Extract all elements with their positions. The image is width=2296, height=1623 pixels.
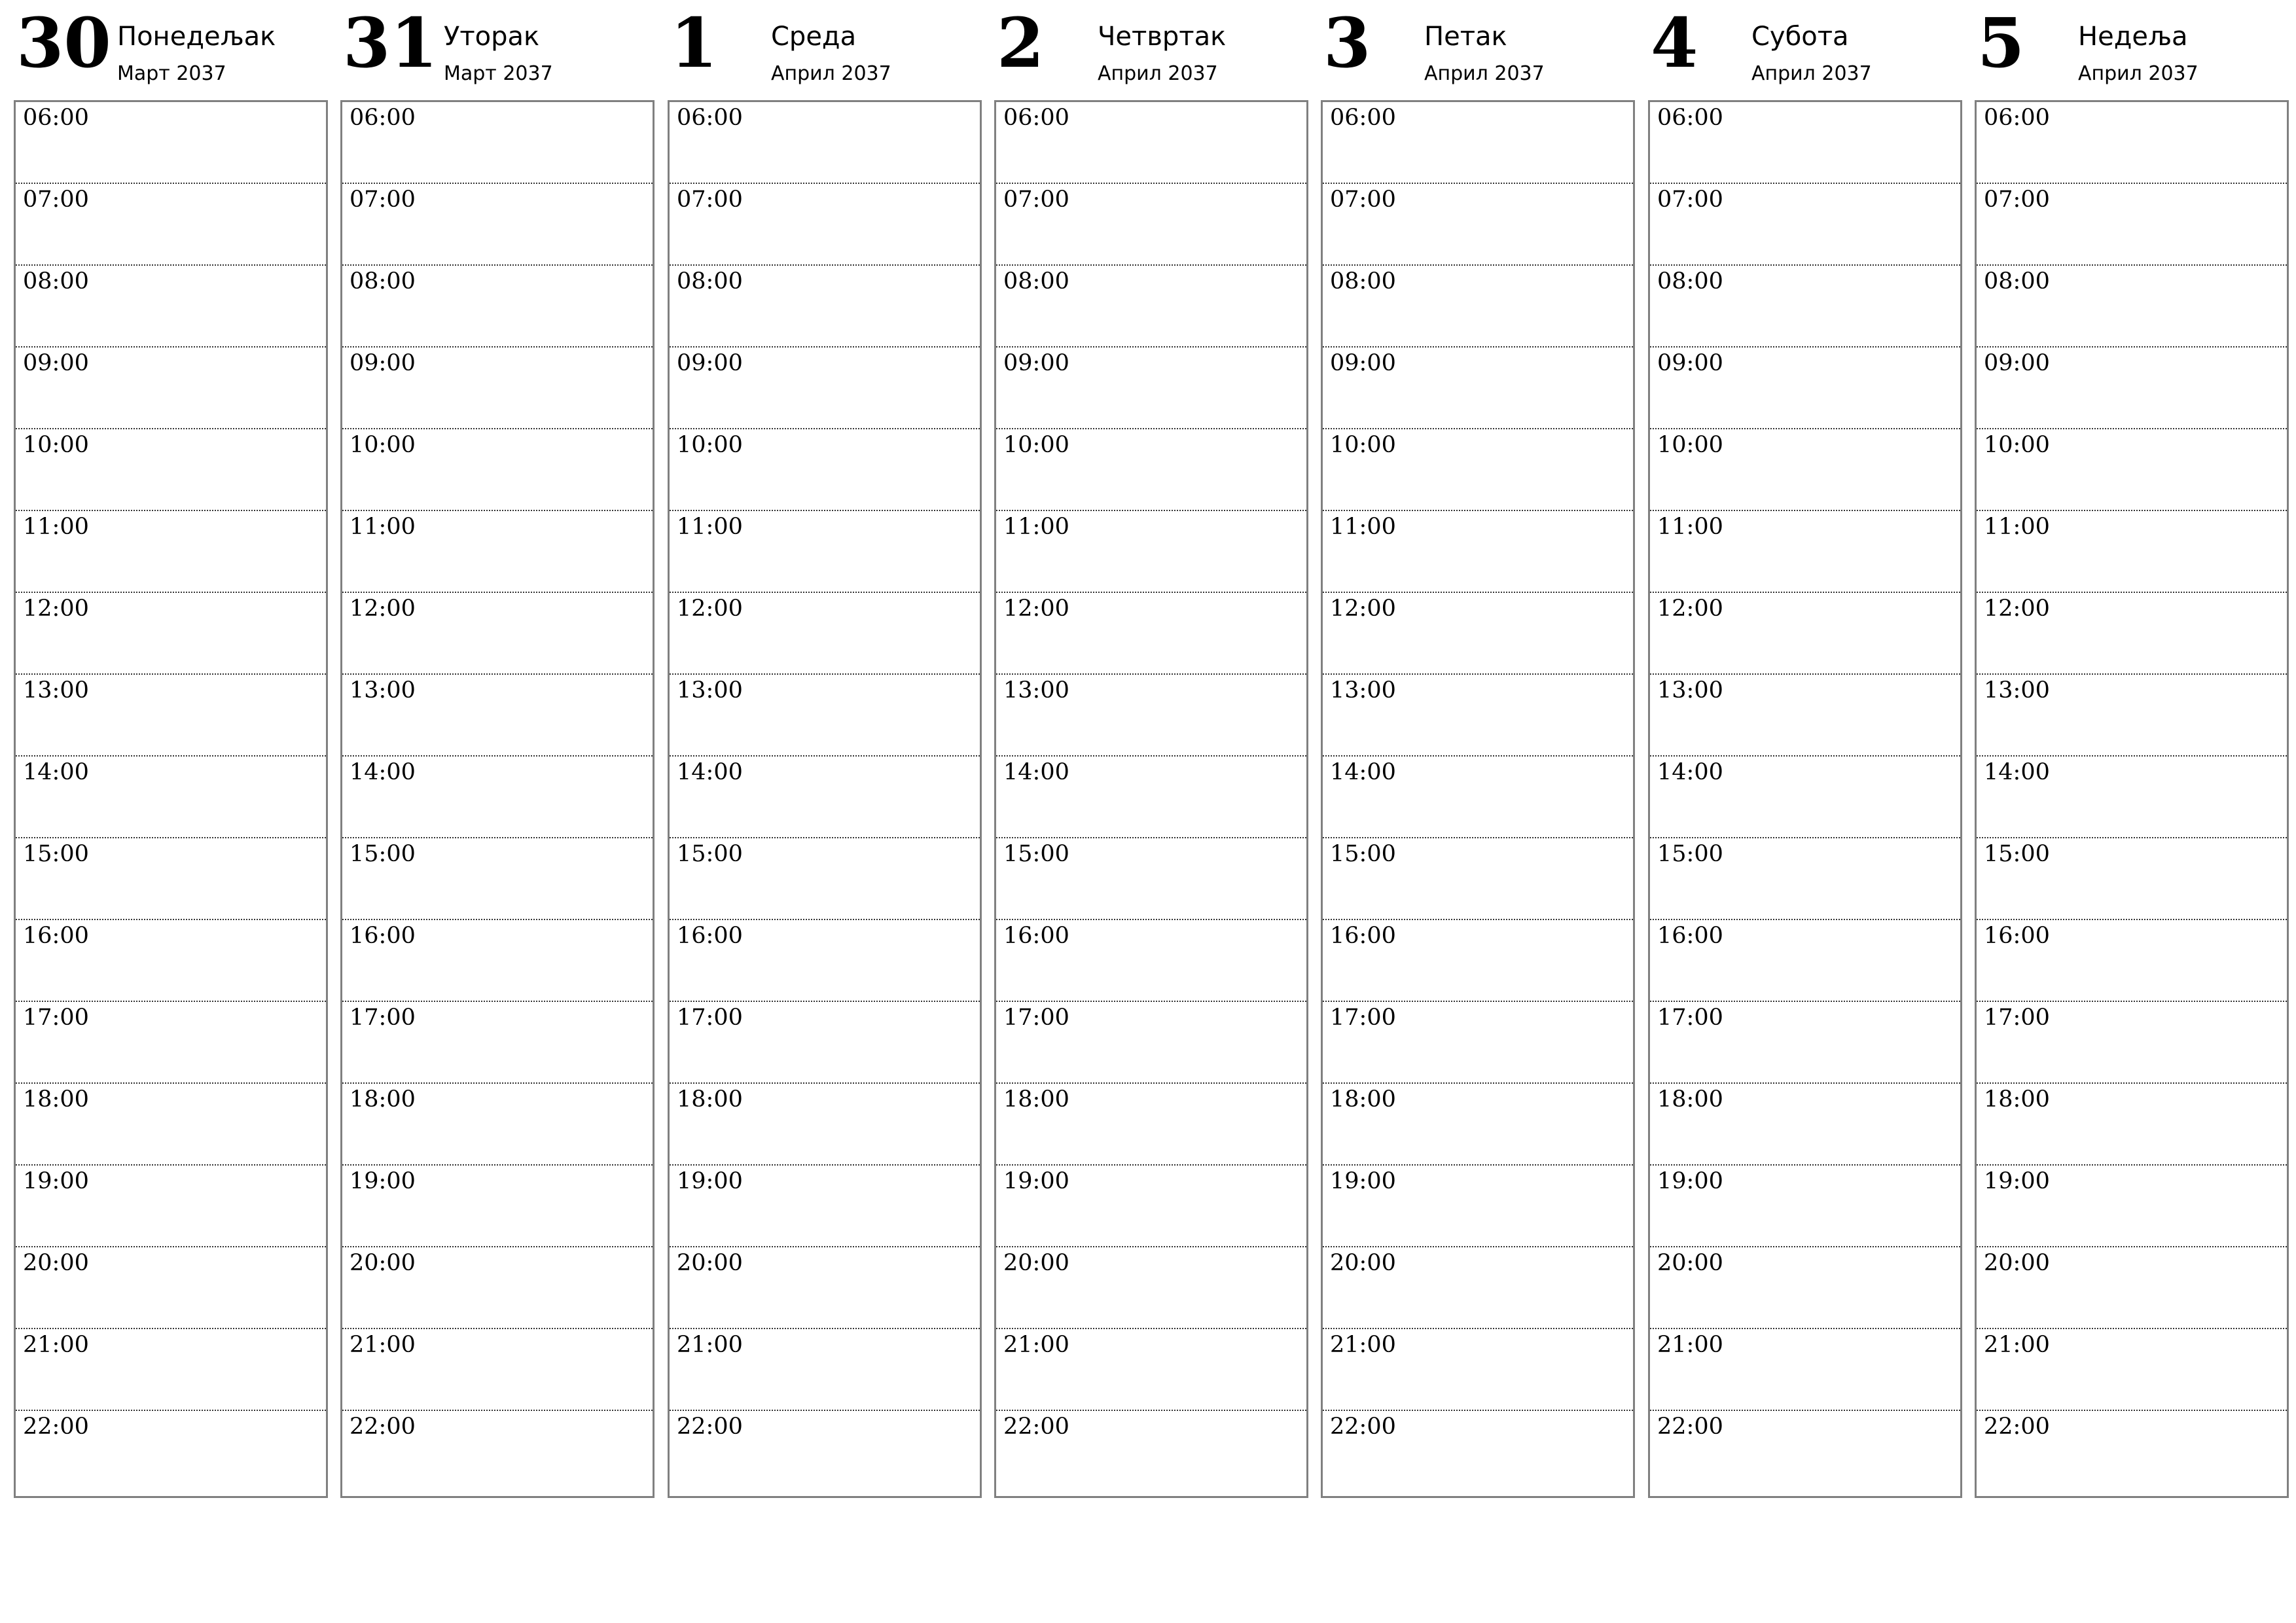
day-number: 30 (16, 3, 111, 83)
time-slot[interactable] (342, 1329, 653, 1411)
time-label: 20:00 (350, 1250, 416, 1276)
time-label: 11:00 (23, 514, 89, 540)
time-label: 09:00 (1984, 350, 2050, 376)
time-label: 16:00 (1003, 923, 1069, 949)
time-slot[interactable] (996, 348, 1306, 429)
day-number: 2 (997, 3, 1045, 83)
time-label: 18:00 (1003, 1086, 1069, 1113)
time-slot[interactable] (342, 1084, 653, 1166)
time-label: 10:00 (23, 432, 89, 458)
time-slot[interactable] (996, 266, 1306, 348)
time-slot[interactable] (16, 1166, 326, 1247)
time-slot[interactable] (1323, 838, 1633, 920)
time-slot[interactable] (1323, 920, 1633, 1002)
time-slot[interactable] (16, 675, 326, 757)
day-month-year: Април 2037 (2078, 62, 2198, 85)
time-slot[interactable] (1650, 1247, 1960, 1329)
time-slot[interactable] (1323, 102, 1633, 184)
time-label: 13:00 (350, 677, 416, 704)
time-label: 10:00 (677, 432, 743, 458)
time-label: 14:00 (677, 759, 743, 785)
time-slot[interactable] (342, 184, 653, 266)
time-label: 09:00 (23, 350, 89, 376)
day-month-year: Април 2037 (771, 62, 891, 85)
time-slot[interactable] (1977, 838, 2287, 920)
time-slot[interactable] (16, 1247, 326, 1329)
time-slot[interactable] (16, 920, 326, 1002)
time-slot[interactable] (1977, 429, 2287, 511)
time-label: 19:00 (1330, 1168, 1396, 1194)
time-label: 08:00 (1657, 268, 1723, 294)
day-header (340, 0, 655, 98)
time-slot[interactable] (670, 184, 980, 266)
time-label: 21:00 (1657, 1332, 1723, 1358)
time-label: 06:00 (23, 105, 89, 131)
day-header (1648, 0, 1962, 98)
time-slot[interactable] (1650, 184, 1960, 266)
time-slot[interactable] (670, 1247, 980, 1329)
day-number: 5 (1977, 3, 2025, 83)
time-slot[interactable] (670, 266, 980, 348)
time-slot[interactable] (670, 102, 980, 184)
time-label: 15:00 (677, 841, 743, 867)
time-slot[interactable] (1323, 1002, 1633, 1084)
time-label: 14:00 (1330, 759, 1396, 785)
time-slot[interactable] (16, 102, 326, 184)
time-slot[interactable] (1650, 593, 1960, 675)
time-slot[interactable] (1323, 1329, 1633, 1411)
time-slot[interactable] (996, 1411, 1306, 1493)
time-label: 14:00 (1003, 759, 1069, 785)
time-label: 06:00 (350, 105, 416, 131)
time-label: 07:00 (23, 187, 89, 213)
time-slot[interactable] (342, 593, 653, 675)
day-header (1975, 0, 2289, 98)
time-label: 15:00 (23, 841, 89, 867)
time-slot[interactable] (1650, 675, 1960, 757)
time-label: 16:00 (350, 923, 416, 949)
time-label: 07:00 (1657, 187, 1723, 213)
time-slot[interactable] (996, 675, 1306, 757)
time-slot[interactable] (1977, 1166, 2287, 1247)
time-slot[interactable] (996, 429, 1306, 511)
time-slot[interactable] (1977, 348, 2287, 429)
time-slot[interactable] (1977, 1084, 2287, 1166)
time-label: 19:00 (1984, 1168, 2050, 1194)
time-label: 08:00 (1003, 268, 1069, 294)
day-name: Субота (1751, 22, 1849, 52)
time-label: 13:00 (1003, 677, 1069, 704)
time-slot[interactable] (342, 102, 653, 184)
time-label: 09:00 (1657, 350, 1723, 376)
time-slot[interactable] (342, 1411, 653, 1493)
day-number: 4 (1651, 3, 1698, 83)
time-slot[interactable] (670, 1084, 980, 1166)
time-label: 14:00 (1984, 759, 2050, 785)
day-header (994, 0, 1308, 98)
time-label: 20:00 (1984, 1250, 2050, 1276)
time-slot[interactable] (342, 838, 653, 920)
time-label: 17:00 (1003, 1005, 1069, 1031)
time-slot[interactable] (342, 757, 653, 838)
time-label: 21:00 (23, 1332, 89, 1358)
time-label: 08:00 (350, 268, 416, 294)
time-slot[interactable] (996, 1002, 1306, 1084)
time-label: 20:00 (1657, 1250, 1723, 1276)
day-schedule-box[interactable] (1648, 100, 1962, 1498)
time-slot[interactable] (1977, 266, 2287, 348)
time-label: 12:00 (677, 596, 743, 622)
time-label: 19:00 (1657, 1168, 1723, 1194)
time-label: 11:00 (1984, 514, 2050, 540)
time-label: 06:00 (1657, 105, 1723, 131)
time-slot[interactable] (1650, 1411, 1960, 1493)
day-name: Понедељак (117, 22, 276, 52)
time-label: 06:00 (1330, 105, 1396, 131)
time-label: 07:00 (350, 187, 416, 213)
time-label: 18:00 (1657, 1086, 1723, 1113)
time-label: 09:00 (1003, 350, 1069, 376)
time-slot[interactable] (342, 348, 653, 429)
time-label: 10:00 (1330, 432, 1396, 458)
time-slot[interactable] (996, 511, 1306, 593)
time-label: 07:00 (677, 187, 743, 213)
time-label: 17:00 (1330, 1005, 1396, 1031)
time-slot[interactable] (1650, 1002, 1960, 1084)
day-month-year: Април 2037 (1751, 62, 1872, 85)
time-slot[interactable] (670, 675, 980, 757)
time-label: 21:00 (1003, 1332, 1069, 1358)
time-label: 12:00 (350, 596, 416, 622)
time-slot[interactable] (996, 184, 1306, 266)
time-label: 11:00 (1330, 514, 1396, 540)
day-name: Среда (771, 22, 857, 52)
time-slot[interactable] (996, 920, 1306, 1002)
time-label: 13:00 (1984, 677, 2050, 704)
time-label: 10:00 (1657, 432, 1723, 458)
time-label: 20:00 (1003, 1250, 1069, 1276)
time-slot[interactable] (1323, 429, 1633, 511)
time-slot[interactable] (16, 511, 326, 593)
time-slot[interactable] (670, 920, 980, 1002)
time-slot[interactable] (342, 1002, 653, 1084)
time-label: 13:00 (677, 677, 743, 704)
time-label: 12:00 (1657, 596, 1723, 622)
time-slot[interactable] (1650, 1166, 1960, 1247)
time-slot[interactable] (342, 675, 653, 757)
time-slot[interactable] (1977, 1247, 2287, 1329)
time-label: 11:00 (350, 514, 416, 540)
time-label: 12:00 (23, 596, 89, 622)
time-slot[interactable] (16, 184, 326, 266)
time-slot[interactable] (670, 1329, 980, 1411)
time-slot[interactable] (670, 757, 980, 838)
time-slot[interactable] (670, 511, 980, 593)
time-label: 12:00 (1984, 596, 2050, 622)
time-label: 19:00 (350, 1168, 416, 1194)
time-slot[interactable] (1323, 511, 1633, 593)
time-label: 08:00 (1984, 268, 2050, 294)
time-slot[interactable] (342, 1166, 653, 1247)
day-header (1321, 0, 1635, 98)
day-name: Недеља (2078, 22, 2188, 52)
time-label: 07:00 (1330, 187, 1396, 213)
time-label: 07:00 (1003, 187, 1069, 213)
time-slot[interactable] (1323, 184, 1633, 266)
time-label: 22:00 (350, 1414, 416, 1440)
time-label: 19:00 (1003, 1168, 1069, 1194)
time-slot[interactable] (670, 838, 980, 920)
time-slot[interactable] (1650, 1084, 1960, 1166)
time-label: 15:00 (1657, 841, 1723, 867)
time-slot[interactable] (342, 1247, 653, 1329)
time-slot[interactable] (1650, 838, 1960, 920)
time-label: 07:00 (1984, 187, 2050, 213)
day-number: 3 (1323, 3, 1371, 83)
time-slot[interactable] (16, 266, 326, 348)
time-slot[interactable] (996, 1247, 1306, 1329)
time-slot[interactable] (16, 348, 326, 429)
time-slot[interactable] (1650, 266, 1960, 348)
time-slot[interactable] (342, 429, 653, 511)
time-slot[interactable] (1977, 102, 2287, 184)
time-slot[interactable] (16, 1411, 326, 1493)
time-label: 10:00 (350, 432, 416, 458)
time-slot[interactable] (670, 593, 980, 675)
time-label: 16:00 (1657, 923, 1723, 949)
time-slot[interactable] (16, 1084, 326, 1166)
time-slot[interactable] (16, 838, 326, 920)
day-schedule-box[interactable] (340, 100, 655, 1498)
time-label: 14:00 (350, 759, 416, 785)
time-slot[interactable] (1977, 184, 2287, 266)
time-label: 18:00 (1984, 1086, 2050, 1113)
time-label: 22:00 (1330, 1414, 1396, 1440)
time-label: 11:00 (1657, 514, 1723, 540)
time-label: 11:00 (677, 514, 743, 540)
time-slot[interactable] (1977, 1329, 2287, 1411)
time-slot[interactable] (1323, 266, 1633, 348)
time-label: 09:00 (350, 350, 416, 376)
time-label: 22:00 (1003, 1414, 1069, 1440)
time-slot[interactable] (1977, 757, 2287, 838)
time-slot[interactable] (1650, 102, 1960, 184)
time-label: 15:00 (350, 841, 416, 867)
time-label: 12:00 (1003, 596, 1069, 622)
time-slot[interactable] (996, 593, 1306, 675)
time-label: 17:00 (23, 1005, 89, 1031)
time-slot[interactable] (1323, 1411, 1633, 1493)
time-label: 06:00 (1984, 105, 2050, 131)
time-label: 16:00 (23, 923, 89, 949)
time-label: 16:00 (677, 923, 743, 949)
time-label: 13:00 (23, 677, 89, 704)
time-label: 17:00 (1984, 1005, 2050, 1031)
time-label: 12:00 (1330, 596, 1396, 622)
time-label: 22:00 (1984, 1414, 2050, 1440)
time-slot[interactable] (1977, 1002, 2287, 1084)
time-slot[interactable] (670, 1002, 980, 1084)
time-slot[interactable] (996, 102, 1306, 184)
time-slot[interactable] (1977, 593, 2287, 675)
day-number: 1 (670, 3, 718, 83)
time-label: 20:00 (1330, 1250, 1396, 1276)
time-label: 18:00 (677, 1086, 743, 1113)
day-month-year: Март 2037 (444, 62, 553, 85)
time-slot[interactable] (342, 920, 653, 1002)
time-label: 16:00 (1984, 923, 2050, 949)
day-schedule-box[interactable] (1321, 100, 1635, 1498)
time-slot[interactable] (670, 1411, 980, 1493)
time-label: 21:00 (350, 1332, 416, 1358)
day-header (668, 0, 982, 98)
day-schedule-box[interactable] (994, 100, 1308, 1498)
time-slot[interactable] (1977, 675, 2287, 757)
time-slot[interactable] (1977, 511, 2287, 593)
time-label: 19:00 (23, 1168, 89, 1194)
time-slot[interactable] (1650, 1329, 1960, 1411)
day-month-year: Април 2037 (1098, 62, 1218, 85)
time-slot[interactable] (1650, 511, 1960, 593)
time-slot[interactable] (996, 757, 1306, 838)
time-label: 17:00 (350, 1005, 416, 1031)
time-label: 14:00 (23, 759, 89, 785)
time-label: 22:00 (677, 1414, 743, 1440)
time-label: 21:00 (1984, 1332, 2050, 1358)
time-label: 06:00 (677, 105, 743, 131)
time-label: 22:00 (23, 1414, 89, 1440)
time-label: 22:00 (1657, 1414, 1723, 1440)
time-label: 18:00 (1330, 1086, 1396, 1113)
time-slot[interactable] (670, 429, 980, 511)
time-slot[interactable] (16, 757, 326, 838)
time-slot[interactable] (342, 266, 653, 348)
time-slot[interactable] (996, 838, 1306, 920)
time-slot[interactable] (1650, 920, 1960, 1002)
time-slot[interactable] (16, 1329, 326, 1411)
time-slot[interactable] (1323, 1166, 1633, 1247)
time-label: 20:00 (23, 1250, 89, 1276)
time-slot[interactable] (670, 348, 980, 429)
time-slot[interactable] (996, 1329, 1306, 1411)
time-label: 10:00 (1003, 432, 1069, 458)
time-label: 09:00 (677, 350, 743, 376)
time-label: 14:00 (1657, 759, 1723, 785)
time-label: 08:00 (1330, 268, 1396, 294)
time-label: 17:00 (1657, 1005, 1723, 1031)
time-slot[interactable] (1650, 348, 1960, 429)
time-label: 11:00 (1003, 514, 1069, 540)
time-slot[interactable] (1323, 1084, 1633, 1166)
time-slot[interactable] (1323, 675, 1633, 757)
time-label: 06:00 (1003, 105, 1069, 131)
time-slot[interactable] (1650, 757, 1960, 838)
day-name: Уторак (444, 22, 540, 52)
time-label: 15:00 (1003, 841, 1069, 867)
time-label: 18:00 (23, 1086, 89, 1113)
time-slot[interactable] (1323, 757, 1633, 838)
day-number: 31 (343, 3, 438, 83)
time-label: 18:00 (350, 1086, 416, 1113)
time-label: 09:00 (1330, 350, 1396, 376)
time-slot[interactable] (16, 593, 326, 675)
time-label: 19:00 (677, 1168, 743, 1194)
time-slot[interactable] (996, 1166, 1306, 1247)
time-slot[interactable] (1323, 593, 1633, 675)
time-slot[interactable] (670, 1166, 980, 1247)
time-label: 08:00 (677, 268, 743, 294)
time-label: 13:00 (1330, 677, 1396, 704)
day-schedule-box[interactable] (668, 100, 982, 1498)
time-label: 10:00 (1984, 432, 2050, 458)
time-label: 13:00 (1657, 677, 1723, 704)
time-label: 15:00 (1984, 841, 2050, 867)
time-label: 08:00 (23, 268, 89, 294)
day-name: Петак (1424, 22, 1507, 52)
day-schedule-box[interactable] (1975, 100, 2289, 1498)
day-header (14, 0, 328, 98)
time-slot[interactable] (1977, 920, 2287, 1002)
time-slot[interactable] (342, 511, 653, 593)
time-slot[interactable] (1977, 1411, 2287, 1493)
day-month-year: Март 2037 (117, 62, 226, 85)
time-label: 21:00 (1330, 1332, 1396, 1358)
time-label: 15:00 (1330, 841, 1396, 867)
time-label: 20:00 (677, 1250, 743, 1276)
time-slot[interactable] (16, 429, 326, 511)
time-label: 21:00 (677, 1332, 743, 1358)
time-label: 16:00 (1330, 923, 1396, 949)
day-name: Четвртак (1098, 22, 1227, 52)
time-slot[interactable] (1650, 429, 1960, 511)
time-slot[interactable] (1323, 348, 1633, 429)
time-label: 17:00 (677, 1005, 743, 1031)
time-slot[interactable] (996, 1084, 1306, 1166)
day-month-year: Април 2037 (1424, 62, 1545, 85)
time-slot[interactable] (1323, 1247, 1633, 1329)
day-schedule-box[interactable] (14, 100, 328, 1498)
time-slot[interactable] (16, 1002, 326, 1084)
